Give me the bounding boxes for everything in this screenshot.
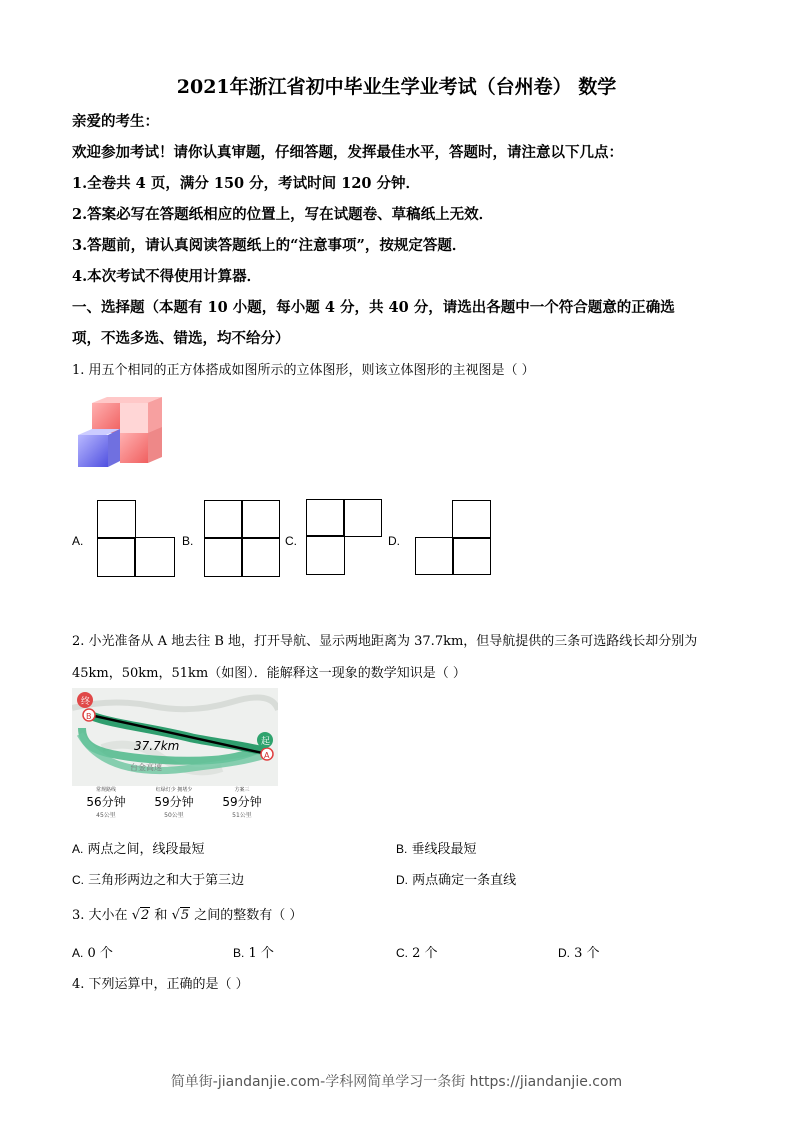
route-2[interactable]: [140, 786, 208, 819]
section-heading-line2: 项，不选多选、错选，均不给分）: [72, 330, 290, 347]
route-1-distance: 45公里: [96, 812, 116, 819]
grid-cell: [97, 537, 136, 577]
route-3-time: 59分钟: [222, 795, 262, 809]
q3-option-d[interactable]: D. 3 个: [558, 946, 600, 961]
grid-cell: [241, 500, 280, 539]
route-1-caption: 常规路线: [95, 787, 116, 793]
map-graphic: [72, 688, 278, 786]
q3-stem: 3. 大小在 √2 和 √5 之间的整数有（ ）: [72, 908, 303, 923]
navigation-map: [72, 688, 278, 828]
q2-option-d[interactable]: D. 两点确定一条直线: [396, 873, 517, 888]
grid-cell: [343, 499, 382, 537]
page-footer: 简单街-jiandanjie.com-学科网简单学习一条街 https://jiandanjie.com: [170, 1074, 623, 1090]
q2-stem-line2: 45km，50km，51km（如图）．能解释这一现象的数学知识是（ ）: [72, 666, 466, 681]
grid-cell: [306, 499, 345, 537]
route-1-time: 56分钟: [86, 795, 126, 809]
map-point-a: A: [264, 751, 270, 760]
grid-cell: [415, 537, 454, 575]
route-3-distance: 51公里: [232, 812, 252, 819]
q1-option-c-label[interactable]: C.: [285, 534, 297, 548]
cube-figure: [72, 395, 164, 477]
greeting: 亲爱的考生：: [72, 113, 159, 130]
welcome-text: 欢迎参加考试！请你认真审题，仔细答题，发挥最佳水平，答题时，请注意以下几点：: [72, 144, 623, 161]
q2-option-b[interactable]: B. 垂线段最短: [396, 842, 477, 857]
route-3[interactable]: [208, 786, 276, 819]
q3-option-a[interactable]: A. 0 个: [72, 946, 113, 961]
note-3: 3.答题前，请认真阅读答题纸上的“注意事项”，按规定答题．: [72, 237, 467, 254]
grid-cell: [204, 537, 243, 577]
route-2-time: 59分钟: [154, 795, 194, 809]
map-point-b: B: [86, 712, 92, 721]
sqrt-2: √2: [131, 908, 150, 923]
note-2: 2.答案必写在答题纸相应的位置上，写在试题卷、草稿纸上无效．: [72, 206, 494, 223]
q2-option-a[interactable]: A. 两点之间，线段最短: [72, 842, 205, 857]
q3-option-c[interactable]: C. 2 个: [396, 946, 438, 961]
q1-stem: 1. 用五个相同的正方体搭成如图所示的立体图形，则该立体图形的主视图是（ ）: [72, 363, 535, 378]
q4-stem: 4. 下列运算中，正确的是（ ）: [72, 977, 249, 992]
grid-cell: [97, 500, 136, 539]
grid-cell: [204, 500, 243, 539]
note-4: 4.本次考试不得使用计算器．: [72, 268, 262, 285]
route-2-caption: 红绿灯少 拥堵少: [155, 787, 193, 793]
sqrt-5: √5: [171, 908, 190, 923]
page-title: 2021年浙江省初中毕业生学业考试（台州卷） 数学: [176, 76, 617, 98]
q2-option-c[interactable]: C. 三角形两边之和大于第三边: [72, 873, 245, 888]
q2-stem-line1: 2. 小光准备从 A 地去往 B 地，打开导航、显示两地距离为 37.7km，但导航提供的三条可选路线长却分别为: [72, 634, 698, 649]
route-1[interactable]: [72, 786, 140, 819]
q3-option-b[interactable]: B. 1 个: [233, 946, 274, 961]
map-road-label: 台金高速: [130, 763, 162, 772]
route-3-caption: 方案三: [234, 787, 250, 793]
map-start-marker: 起: [261, 737, 271, 747]
grid-cell: [134, 537, 175, 577]
q1-option-b-label[interactable]: B.: [182, 534, 194, 548]
grid-cell: [452, 537, 491, 575]
grid-cell: [306, 535, 345, 575]
q1-option-d-label[interactable]: D.: [388, 534, 400, 548]
note-1: 1.全卷共 4 页，满分 150 分，考试时间 120 分钟．: [72, 175, 421, 192]
grid-cell: [241, 537, 280, 577]
map-distance-label: 37.7km: [134, 739, 180, 753]
section-heading-line1: 一、选择题（本题有 10 小题，每小题 4 分，共 40 分，请选出各题中一个符合题意的正确选: [72, 299, 675, 316]
map-end-marker: 终: [81, 697, 91, 707]
grid-cell: [452, 500, 491, 539]
route-2-distance: 50公里: [164, 812, 184, 819]
q1-option-a-label[interactable]: A.: [72, 534, 84, 548]
